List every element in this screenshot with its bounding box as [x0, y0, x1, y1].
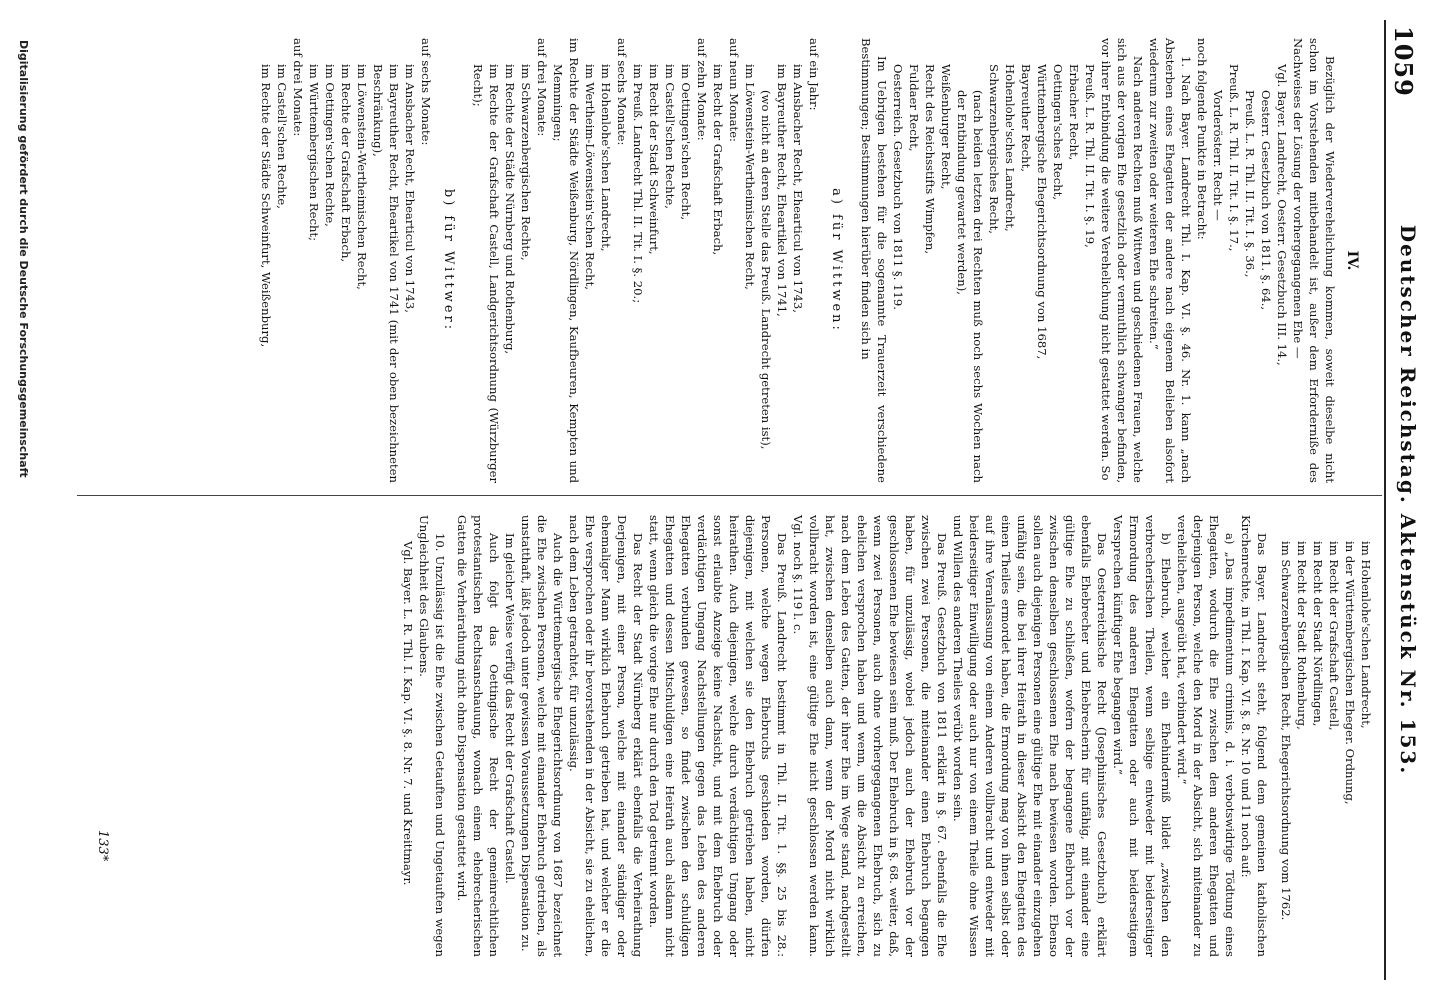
reference-line: Vorderösterr. Recht — [1211, 90, 1225, 221]
period-label: auf neun Monate: [727, 38, 741, 142]
paragraph: Das Preuß. Gesetzbuch von 1811 erklärt in §. 67. ebenfalls die Ehe zwischen zwei Personen, die miteinander einen Ehebruch begangen haben, für unzulässig, wobei jedoch auch der Ehebruch vor der geschlossenen Ehe bewiesen sein muß. Der Ehebruch in §. 68. weiter, daß, wenn zwei Personen, auch ohne vorhergegangenen Ehebruch, sich zu ehelichen versprochen haben und wenn, um die Absicht zu erreichen, nach dem Leben des Gatten, der ihrer Ehe im Wege stand, nachgestellt hat, zwischen denselben auch dann, wenn der Mord nicht wirklich vollbracht worden ist, eine gültige Ehe nicht geschlossen werden kann. Vgl. noch §. 119 l. c. [791, 515, 949, 957]
list-item: im Ansbacher Recht, Ehearticul von 1743, [791, 64, 805, 313]
subheading-widowers: b) für Wittwer: [441, 188, 456, 333]
paragraph: (nach beiden letzten drei Rechten muß noch sechs Wochen nach der Entbindung gewartet werden), [955, 90, 985, 483]
list-item: Fuldaer Recht, [907, 64, 921, 152]
section-numeral: IV. [1344, 250, 1360, 271]
list-item: im Preuß. Landrecht Thl. II. Tit. I. §. 20.; [631, 64, 645, 304]
list-item: Bayreuther Recht, [1019, 64, 1033, 172]
list-item: Oesterreich. Gesetzbuch von 1811 §. 119. [891, 64, 905, 310]
list-item: (wo nicht an deren Stelle das Preuß. Landrecht getreten ist), [759, 90, 773, 450]
list-item: Oettingen'sches Recht, [1051, 64, 1065, 201]
list-item: im Rechte der Städte Nürnberg und Rothenburg, [503, 64, 517, 355]
list-item: im Castell'schen Rechte, [663, 64, 677, 209]
paragraph: b) Ehebruch, welcher ein Ehehinderniß bildet „zwischen den verbrecherischen Theilen, wenn selbige entweder mit beiderseitiger Ermordung des anderen Ehegatten oder auch mit beiderseitigem Versprechen künftiger Ehe begangen wird.“ [1111, 515, 1173, 957]
paragraph: noch folgende Punkte in Betracht: [1195, 38, 1209, 240]
paragraph: 10. Unzulässig ist die Ehe zwischen Getauften und Ungetauften wegen Ungleichheit des Glaubens. [417, 515, 447, 957]
list-item: Erbacher Recht, [1067, 64, 1081, 161]
paragraph: Auch die Württembergische Ehegerichtsordnung von 1687 bezeichnet die Ehe zwischen Personen, welche mit einander Ehebruch getrieben, als unstatthaft, läßt jedoch unter gewissen Voraussetzungen Dispensation zu. [519, 515, 565, 957]
list-item: im Württembergischen Recht; [307, 64, 321, 242]
list-item: im Rechte der Grafschaft Erbach, [339, 64, 353, 263]
list-item: im Rechte der Städte Schweinfurt, Weißenburg, [259, 64, 273, 348]
list-item: Recht des Reichsstifts Wimpfen, [923, 64, 937, 255]
list-item: im Ansbacher Recht, Ehearticul von 1743, [403, 64, 417, 313]
list-item: im Wertheim-Löwenstein'schen Recht, [583, 64, 597, 290]
paragraph: Im Uebrigen bestehen für die sogenannte Trauerzeit verschiedene Bestimmungen; Bestimmungen hierüber finden sich in [859, 38, 889, 483]
paragraph: Im gleicher Weise verfügt das Recht der Grafschaft Castell. [503, 533, 517, 884]
sheet-signature: 133* [95, 830, 110, 862]
period-label: auf zehn Monate: [695, 38, 709, 141]
paragraph: Auch folgt das Oettingische Recht der gemeinrechtlichen protestantischen Rechtsanschauung, wonach einem ehebrecherischen Gatten die Verheirathung nicht ohne Dispensation gestattet wird. [455, 515, 501, 957]
list-item: im Recht der Grafschaft Erbach, [711, 64, 725, 256]
list-item: im Löwenstein-Wertheimischen Recht, [743, 64, 757, 290]
paragraph: a) „Das impedimentum criminis, d. i. verbotswidrige Tödtung eines Ehegatten, wodurch die Ehe zwischen dem anderen Ehegatten und derjenigen Person, welche den Mord in der Absicht, sich miteinander zu verehelichen, ausgeübt hat, verbindert wird.“ [1175, 515, 1237, 957]
list-item: im Schwarzenbergischen Recht, Ehegerichtsordnung vom 1762. [1279, 541, 1293, 921]
reference-line: Vgl. Bayer. Landrecht, Oesterr. Gesetzbuch III. 14., [1275, 64, 1289, 366]
list-item: in der Württembergischen Eheger. Ordnung, [1343, 541, 1357, 805]
period-label: auf sechs Monate: [615, 38, 629, 146]
paragraph: Das Recht der Stadt Nürnberg erklärt ebenfalls die Verheirathung Derjenigen, mit einer Person, welche mit einander ständiger oder ehemaliger Mann wirklich Ehebruch getrieben hat, und welcher er die Ehe versprochen oder ihr bevorstehenden in der Absicht, sie zu ehelichen, nach dem Leben getrachtet, für unzulässig. [567, 515, 645, 957]
list-item: im Oettingen'schen Rechte, [323, 64, 337, 227]
list-item: im Rechte der Städte Weißenburg, Nördlingen, Kaufbeuren, Kempten und Memmingen; [551, 38, 581, 483]
reference-line: Preuß. L. R. Thl. II. Tit. I. §. 17., [1227, 64, 1241, 252]
list-item: im Recht der Stadt Rothenburg, [1295, 541, 1309, 730]
list-item: Schwarzenbergisches Recht, [987, 64, 1001, 234]
column-right [400, 515, 1374, 957]
page-number: 1059 [1389, 26, 1418, 97]
paragraph: Nach anderen Rechten muß Wittwen und geschiedenen Frauen, welche sich aus der vorigen Ehe gesetzlich oder vermuthlich schwanger befinden, vor ihrer Entbindung die weitere Verehelichung nicht gestattet werden. So [1099, 38, 1145, 483]
column-rule [77, 495, 1382, 496]
list-item: im Recht der Stadt Schweinfurt, [647, 64, 661, 255]
paragraph: Das Preuß. Landrecht bestimmt in Thl. II. Tit. 1. §§. 25 bis 28.: Personen, welche wegen Ehebruchs geschieden worden, dürfen diejenigen, mit welchen sie den Ehebruch getrieben haben, nicht heirathen. Auch diejenigen, welche durch verdächtigen Umgang oder sonst erlaubte Anzeige keine Nachsicht, und mit dem Ehebruch oder verdächtigen Umgang Nachstellungen gegen das Leben des anderen Ehegatten verbunden gewesen, so findet zwischen den schuldigen Ehegatten und dessen Mitschuldigen eine Heirath auch alsdann nicht statt, wenn gleich die vorige Ehe nur durch den Tod getrennt worden. [647, 515, 789, 957]
list-item: im Rechte der Grafschaft Castell, Landgerichtsordnung (Würzburger Recht); [471, 64, 501, 483]
list-item: im Schwarzenbergischen Rechte, [519, 64, 533, 261]
footer-text: Digitalisierung gefördert durch die Deutsche Forschungsgemeinschaft [17, 40, 30, 478]
paragraph: Das Bayer. Landrecht steht, folgend dem gemeinen katholischen Kirchenrechte, in Thl. I. Kap. VI. §. 8. Nr. 10 und 11 noch auf: [1239, 515, 1269, 957]
period-label: auf ein Jahr: [807, 38, 821, 111]
list-item: im Recht der Grafschaft Castell, [1327, 541, 1341, 731]
period-label: auf drei Monate: [535, 38, 549, 137]
paragraph: Das Oesterreichische Recht (Josephinisches Gesetzbuch) erklärt ebenfalls Ehebrecher und Ehebrecherin für unfähig, mit einander eine gültige Ehe zu schließen, wofern der begangene Ehebruch vor der zwischen denselben geschlossenen Ehe nach bewiesen worden. Ebenso sollen auch diejenigen Personen eine gültige Ehe mit einander einzugehen unfähig sein, die bei ihrer Heirath in dieser Absicht den Ehegatten des einen Theiles ermordet haben, die Ermordung mag von ihnen selbst oder auf ihre Veranlassung von einem Anderen vollbracht und entweder mit beiderseitiger Einwilligung oder auch nur von einem Theile ohne Wissen und Willen des anderen Theiles verübt worden sein. [951, 515, 1109, 957]
list-item: im Löwenstein-Wertheimischen Recht, [355, 64, 369, 290]
paragraph: 1. Nach Bayer. Landrecht Thl. I. Kap. VI. §. 46. Nr. 1. kann „nach Absterben eines Ehegatten der andere nach eigenem Belieben alsofort wiederum zur zweiten oder weiteren Ehe schreiten.“ [1147, 38, 1193, 483]
list-item: im Recht der Stadt Nördlingen, [1311, 541, 1325, 727]
list-item: im Hohenlohe'schen Landrecht, [1359, 541, 1373, 729]
list-item: Preuß. L. R. Thl. II. Tit. I. §. 19, [1083, 64, 1097, 248]
list-item: Hohenlohe'sches Landrecht, [1003, 64, 1017, 232]
list-item: im Oettingen'schen Recht, [679, 64, 693, 221]
column-left [258, 38, 1374, 483]
list-item: im Castell'schen Rechte, [275, 64, 289, 209]
subheading-widows: a) für Wittwen: [829, 188, 844, 333]
list-item: im Bayreuther Recht, Eheartikel von 1741 (mit der oben bezeichneten Beschränkung), [371, 64, 401, 483]
list-item: im Hohenlohe'schen Landrecht, [599, 64, 613, 252]
header-rule [1384, 20, 1386, 980]
reference-line: Preuß. L. R. Thl. II. Tit. I. §. 36., [1243, 90, 1257, 278]
reference-line: Oesterr. Gesetzbuch von 1811. §. 64., [1259, 90, 1273, 311]
period-label: auf sechs Monate: [419, 38, 433, 146]
running-head: Deutscher Reichstag. Aktenstück Nr. 153. [1396, 224, 1420, 776]
list-item: Württembergische Ehegerichtsordnung von 1687, [1035, 64, 1049, 360]
reference-line: Vgl. Bayer. L. R. Thl. I. Kap. VI. §. 8. Nr. 7. und Kreittmayr. [401, 541, 415, 886]
list-item: Weißenburger Recht, [939, 64, 953, 190]
paragraph: Bezüglich der Wiederverehelichung kommen, soweit dieselbe nicht schon im Vorstehenden mitbehandelt ist, außer dem Erforderniße des Nachweises der Lösung der vorhergegangenen Ehe — [1291, 38, 1337, 483]
list-item: im Bayreuther Recht, Eheartikel von 1741, [775, 64, 789, 317]
footer [17, 8, 30, 478]
period-label: auf drei Monate: [291, 38, 305, 137]
